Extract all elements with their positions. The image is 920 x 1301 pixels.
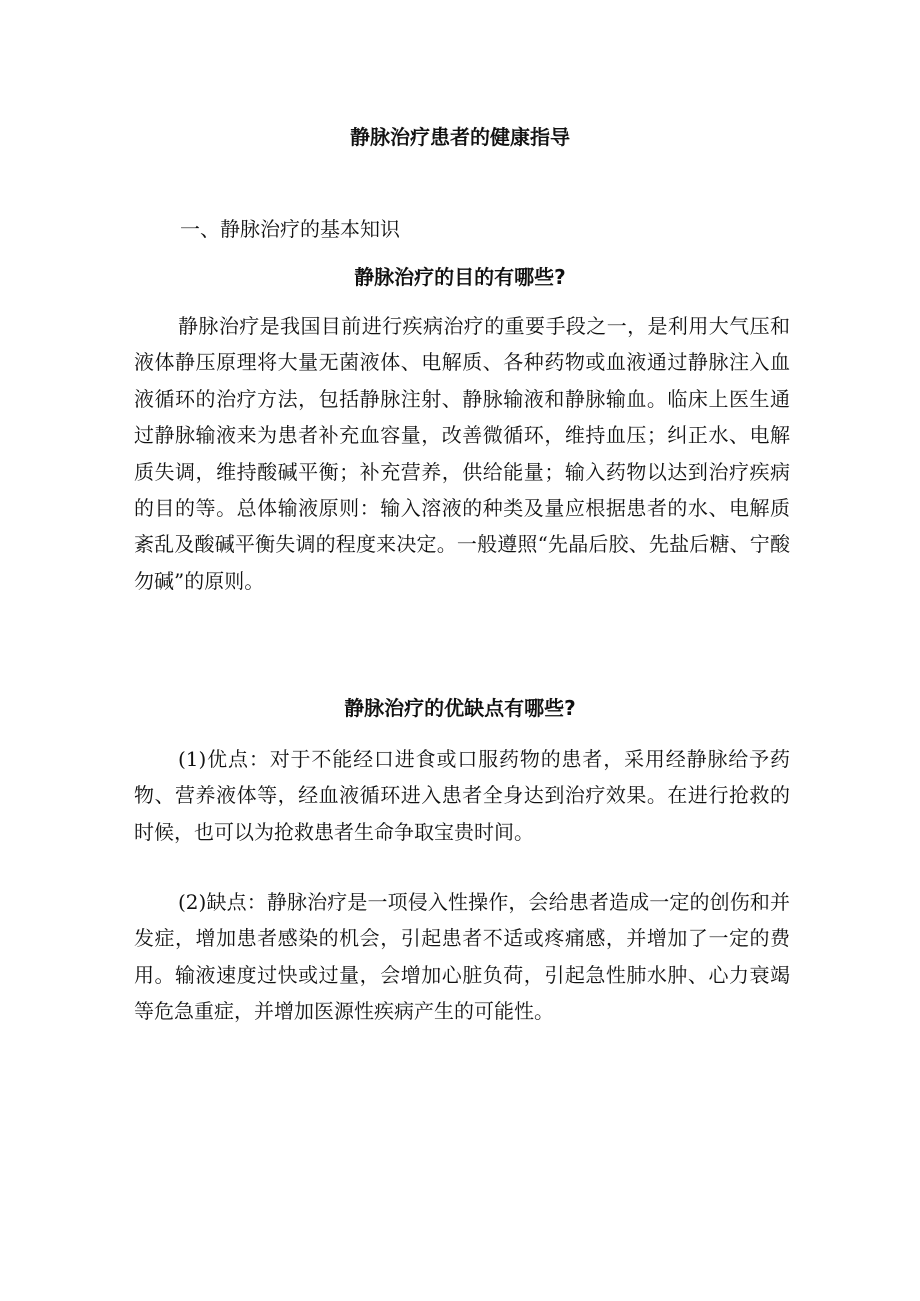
paragraph-purpose: 静脉治疗是我国目前进行疾病治疗的重要手段之一，是利用大气压和液体静压原理将大量无菌液体、电解质、各种药物或血液通过静脉注入血液循环的治疗方法，包括静脉注射、静脉输液和静脉输血。临床上医生通过静脉输液来为患者补充血容量，改善微循环，维持血压；纠正水、电解质失调，维持酸碱平衡；补充营养，供给能量；输入药物以达到治疗疾病的目的等。总体输液原则：输入溶液的种类及量应根据患者的水、电解质紊乱及酸碱平衡失调的程度来决定。一般遵照“先晶后胶、先盐后糖、宁酸勿碱”的原则。	[134, 314, 790, 593]
subheading-pros-cons: 静脉治疗的优缺点有哪些?	[344, 696, 576, 720]
document-title: 静脉治疗患者的健康指导	[350, 125, 570, 149]
paragraph-disadvantages: (2)缺点：静脉治疗是一项侵入性操作，会给患者造成一定的创伤和并发症，增加患者感染的机会，引起患者不适或疼痛感，并增加了一定的费用。输液速度过快或过量，会增加心脏负荷，引起急性肺水肿、心力衰竭等危急重症，并增加医源性疾病产生的可能性。	[134, 890, 790, 1024]
paragraph-advantages: (1)优点：对于不能经口进食或口服药物的患者，采用经静脉给予药物、营养液体等，经血液循环进入患者全身达到治疗效果。在进行抢救的时候，也可以为抢救患者生命争取宝贵时间。	[134, 747, 790, 844]
section-heading: 一、静脉治疗的基本知识	[180, 217, 400, 241]
subheading-purpose: 静脉治疗的目的有哪些?	[354, 265, 566, 289]
